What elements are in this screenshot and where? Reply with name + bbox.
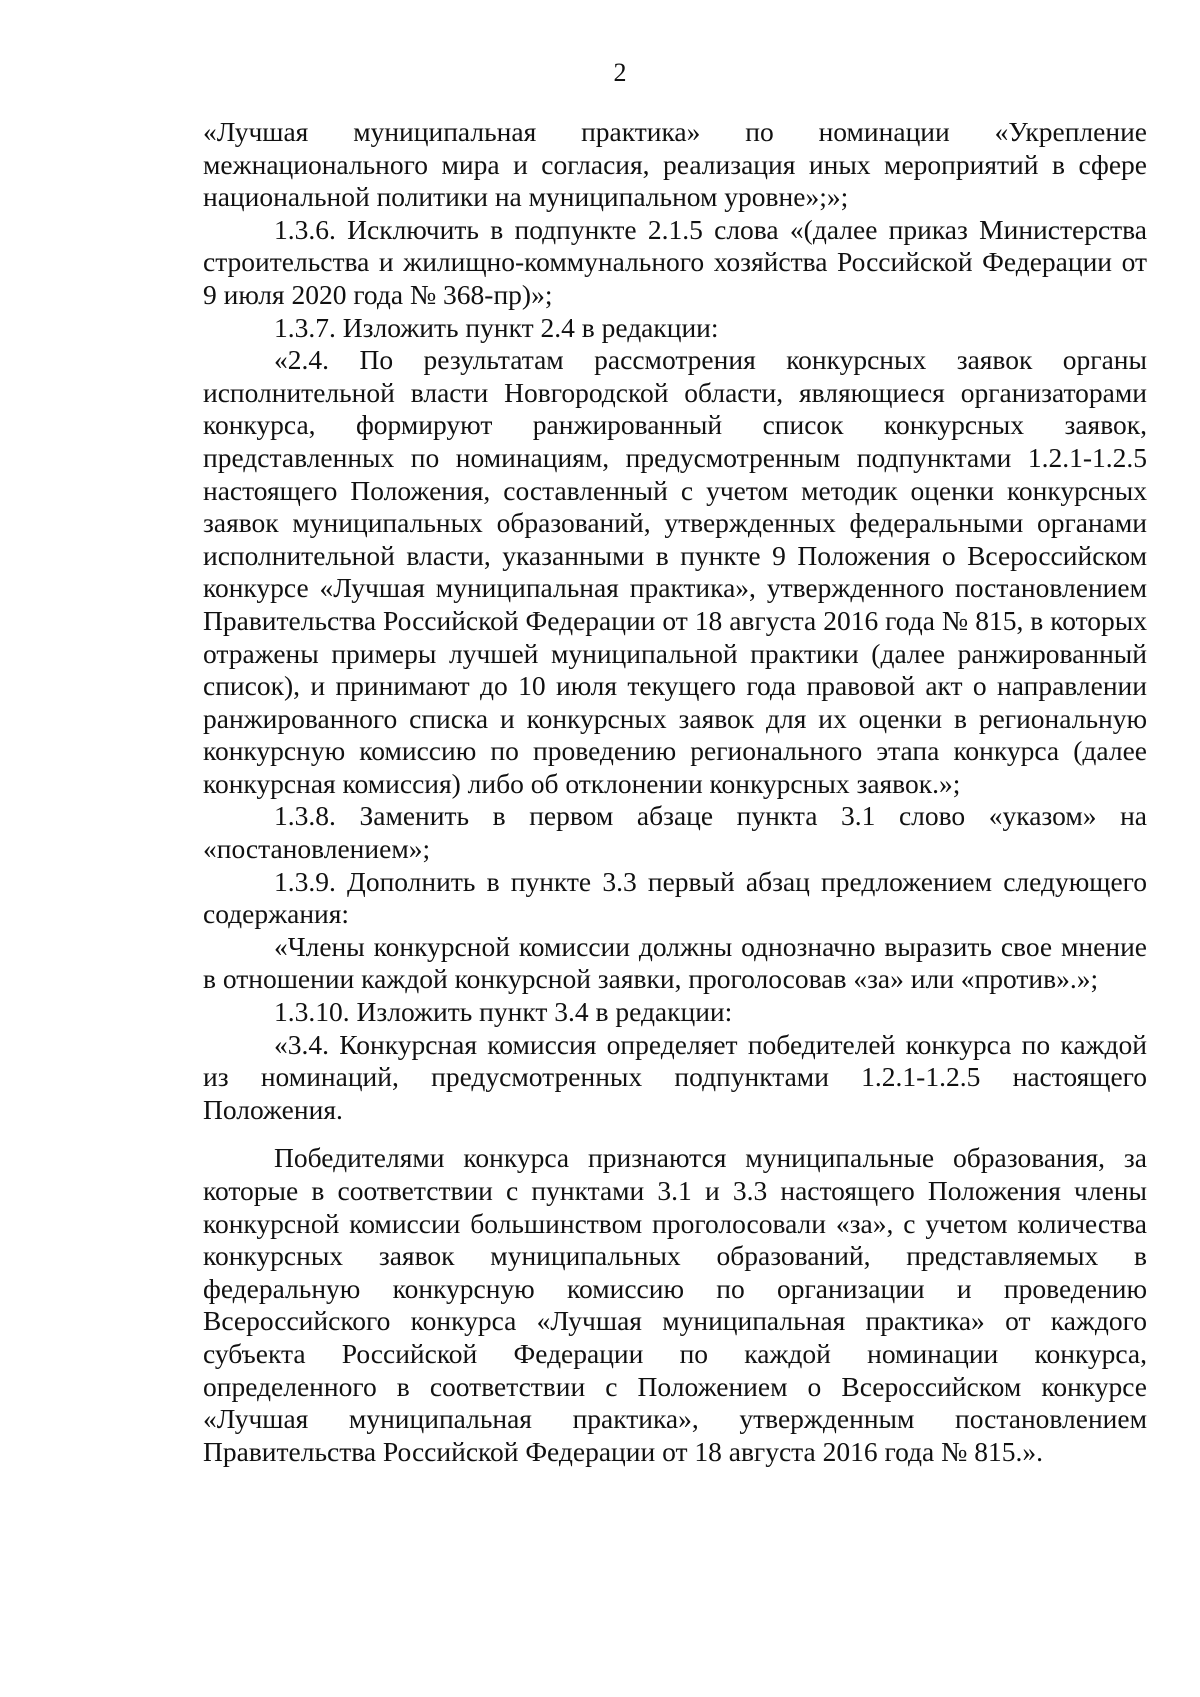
paragraph-1-3-8: 1.3.8. Заменить в первом абзаце пункта 3.1 слово «указом» на «постановлением»; [203, 800, 1147, 865]
paragraph-commission-members: «Члены конкурсной комиссии должны однозначно выразить свое мнение в отношении каждой конкурсной заявки, проголосовав «за» или «против».»; [203, 930, 1147, 995]
paragraph-3-4-text: «3.4. Конкурсная комиссия определяет победителей конкурса по каждой из номинаций, предусмотренных подпунктами 1.2.1-1.2.5 настоящего Положения. [203, 1028, 1147, 1125]
paragraph-2-4-text: «2.4. По результатам рассмотрения конкурсных заявок органы исполнительной власти Новгородской области, являющиеся организаторами конкурса, формируют ранжированный список конкурсных заявок, представленных по номинациям, предусмотренным подпунктами 1.2.1-1.2.5 настоящего Положения, составленный с учетом методик оценки конкурсных заявок муниципальных образований, утвержденных федеральными органами исполнительной власти, указанными в пункте 9 Положения о Всероссийском конкурсе «Лучшая муниципальная практика», утвержденного постановлением Правительства Российской Федерации от 18 августа 2016 года № 815, в которых отражены примеры лучшей муниципальной практики (далее ранжированный список), и принимают до 10 июля текущего года правовой акт о направлении ранжированного списка и конкурсных заявок для их оценки в региональную конкурсную комиссию по проведению регионального этапа конкурса (далее конкурсная комиссия) либо об отклонении конкурсных заявок.»; [203, 344, 1147, 799]
paragraph-1-3-10: 1.3.10. Изложить пункт 3.4 в редакции: [274, 996, 733, 1028]
paragraph-nomination-continuation: «Лучшая муниципальная практика» по номинации «Укрепление межнационального мира и согласия, реализация иных мероприятий в сфере национальной политики на муниципальном уровне»;»; [203, 116, 1147, 213]
paragraph-1-3-9: 1.3.9. Дополнить в пункте 3.3 первый абзац предложением следующего содержания: [203, 865, 1147, 930]
paragraph-1-3-6: 1.3.6. Исключить в подпункте 2.1.5 слова «(далее приказ Министерства строительства и жилищно-коммунального хозяйства Российской Федерации от 9 июля 2020 года № 368-пр)»; [203, 213, 1147, 310]
paragraph-1-3-7: 1.3.7. Изложить пункт 2.4 в редакции: [274, 311, 719, 343]
document-body [203, 116, 1147, 1468]
paragraph-winners: Победителями конкурса признаются муниципальные образования, за которые в соответствии с пунктами 3.1 и 3.3 настоящего Положения члены конкурсной комиссии большинством проголосовали «за», с учетом количества конкурсных заявок муниципальных образований, представляемых в федеральную конкурсную комиссию по организации и проведению Всероссийского конкурса «Лучшая муниципальная практика» от каждого субъекта Российской Федерации по каждой номинации конкурса, определенного в соответствии с Положением о Всероссийском конкурсе «Лучшая муниципальная практика», утвержденным постановлением Правительства Российской Федерации от 18 августа 2016 года № 815.». [203, 1142, 1147, 1467]
page-number: 2 [613, 58, 627, 87]
